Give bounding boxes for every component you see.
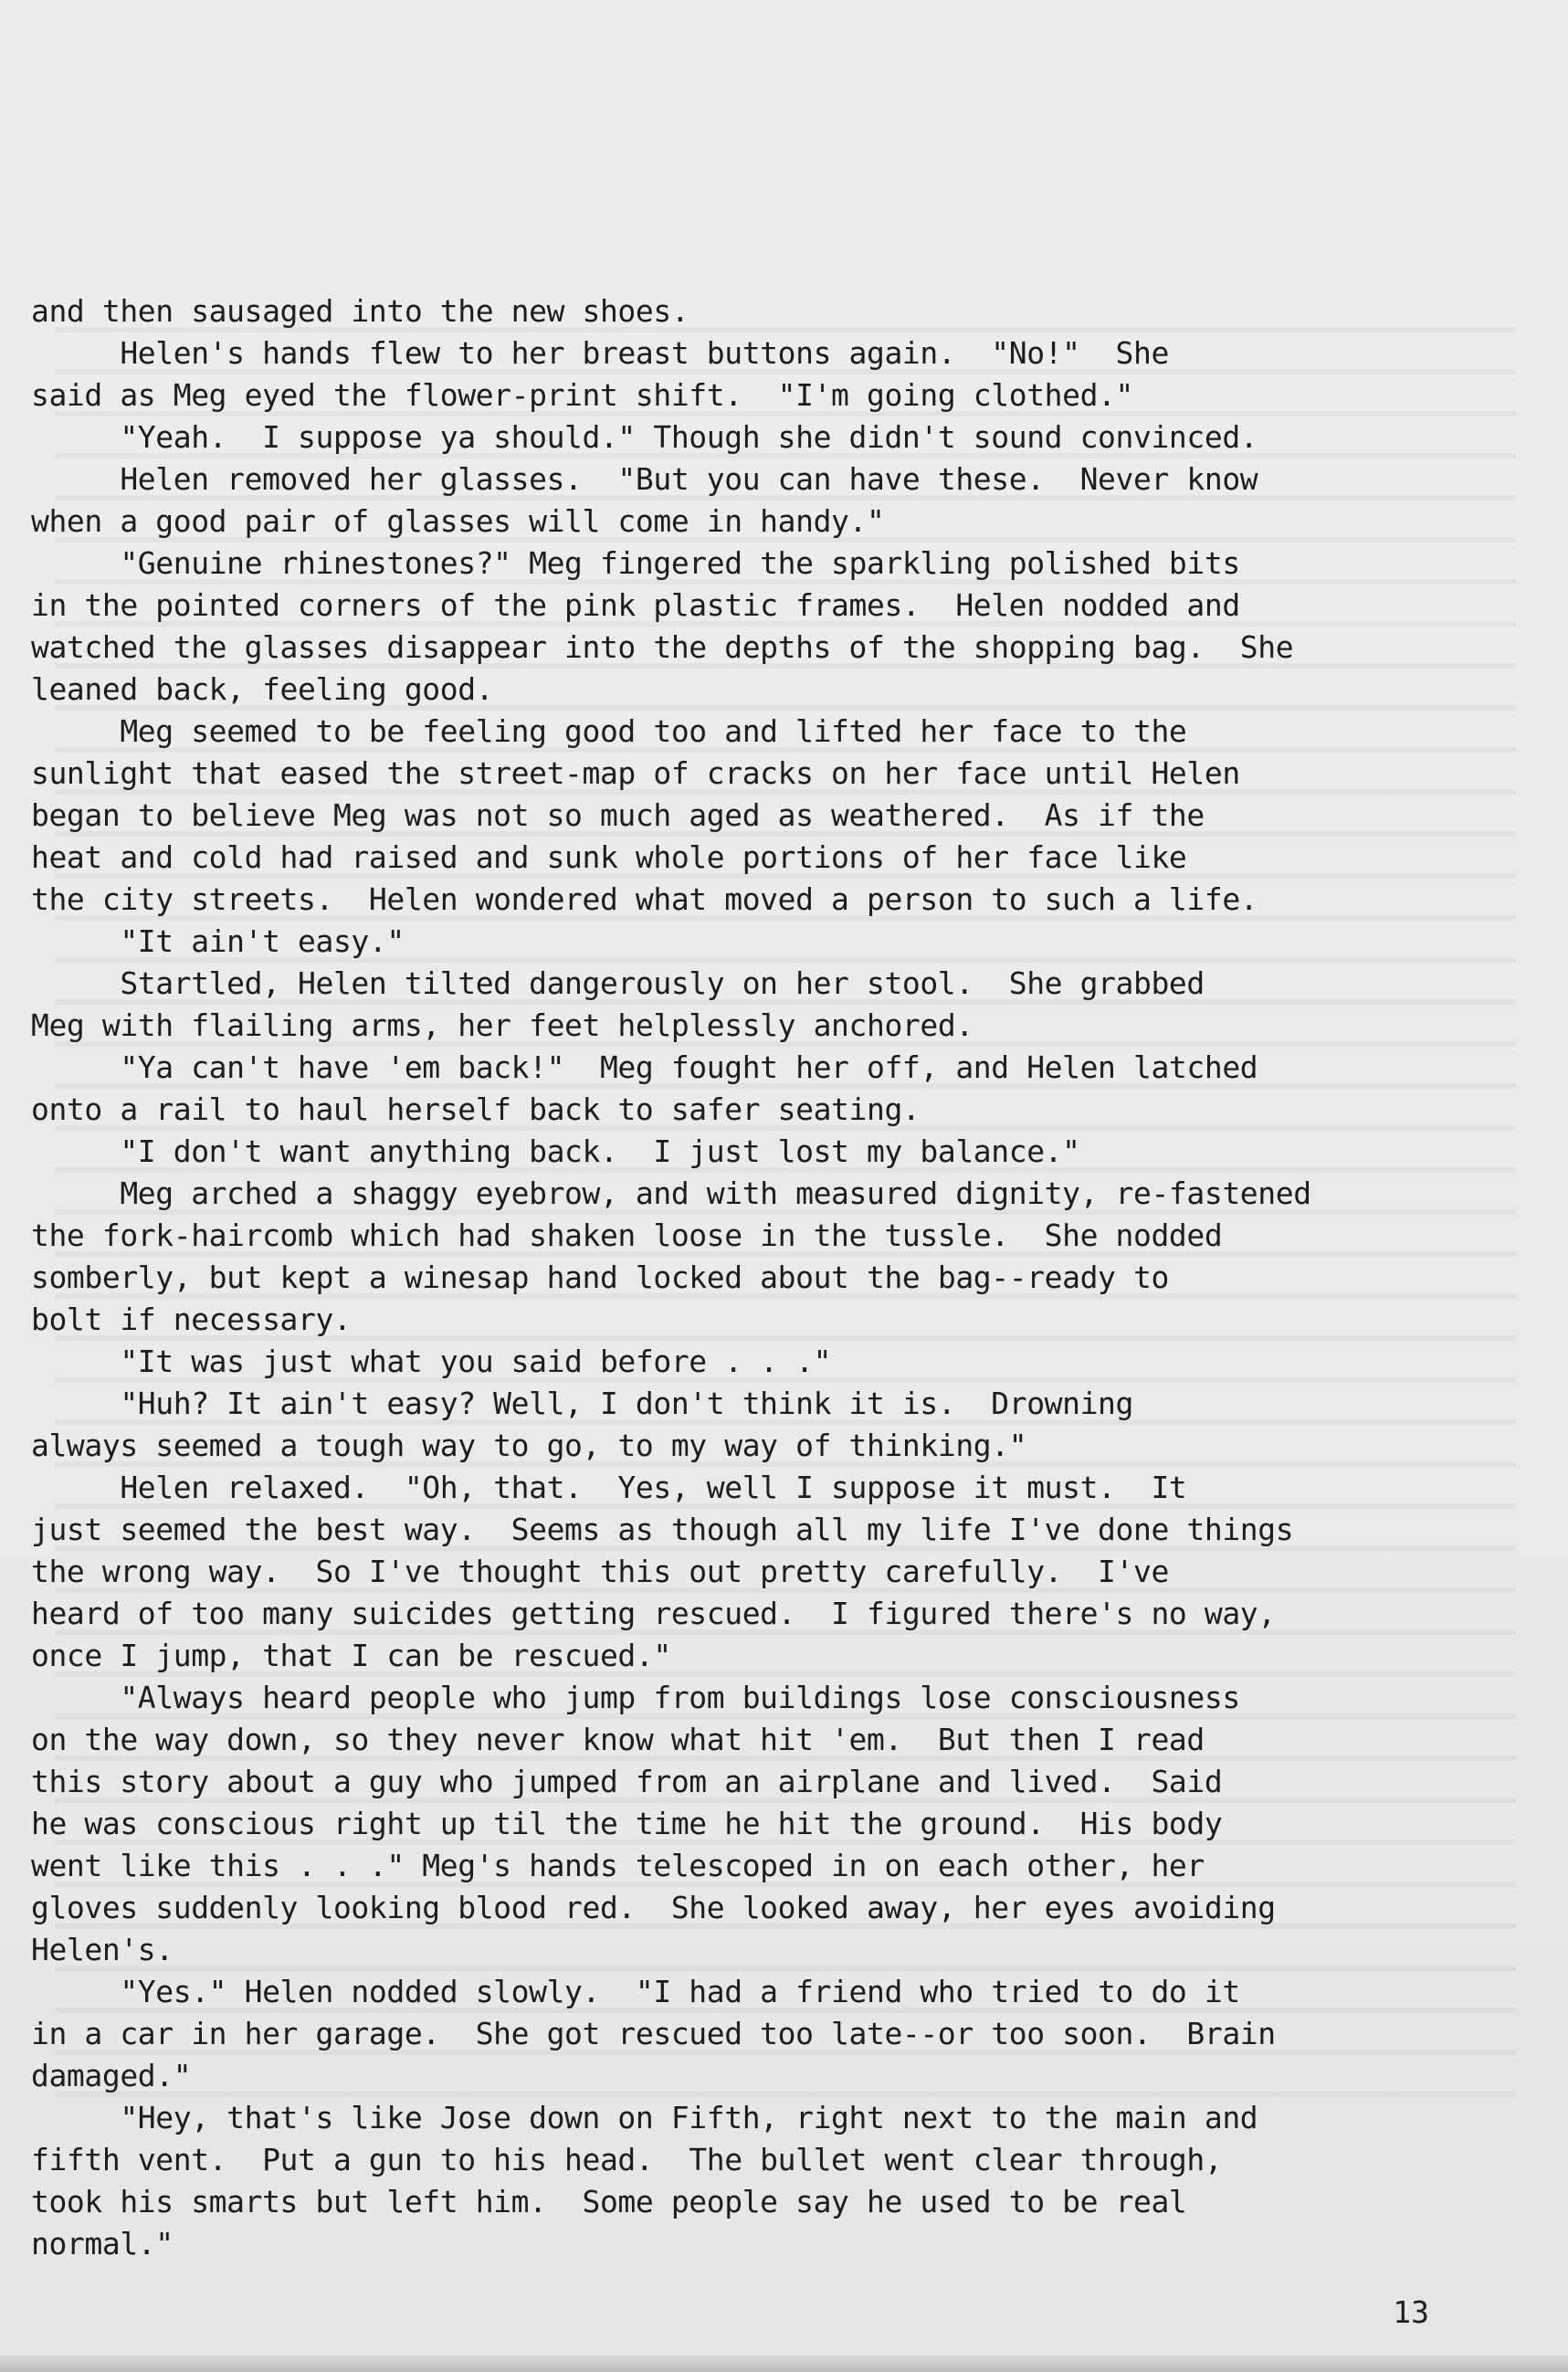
text-line: somberly, but kept a winesap hand locked about the bag--ready to [31, 1260, 1169, 1295]
page-number: 13 [1393, 2294, 1429, 2330]
text-line: heard of too many suicides getting rescued. I figured there's no way, [31, 1596, 1276, 1631]
text-line: "I don't want anything back. I just lost my balance." [31, 1133, 1080, 1169]
text-line: "Hey, that's like Jose down on Fifth, right next to the main and [31, 2100, 1258, 2135]
text-line: Helen removed her glasses. "But you can have these. Never know [31, 461, 1258, 497]
text-line: onto a rail to haul herself back to safer seating. [31, 1091, 921, 1127]
text-line: the city streets. Helen wondered what moved a person to such a life. [31, 881, 1258, 917]
text-line: the fork-haircomb which had shaken loose in the tussle. She nodded [31, 1218, 1223, 1253]
text-line: Helen's hands flew to her breast buttons again. "No!" She [31, 335, 1169, 371]
text-line: once I jump, that I can be rescued." [31, 1638, 671, 1673]
text-line: leaned back, feeling good. [31, 671, 494, 707]
text-line: said as Meg eyed the flower-print shift. "I'm going clothed." [31, 377, 1133, 413]
text-line: this story about a guy who jumped from an airplane and lived. Said [31, 1764, 1223, 1799]
text-line: and then sausaged into the new shoes. [31, 293, 689, 329]
text-line: Meg seemed to be feeling good too and lifted her face to the [31, 713, 1187, 749]
text-line: "Always heard people who jump from buildings lose consciousness [31, 1680, 1240, 1715]
text-line: began to believe Meg was not so much aged as weathered. As if the [31, 797, 1205, 833]
text-line: he was conscious right up til the time he hit the ground. His body [31, 1806, 1223, 1841]
text-line: "Yeah. I suppose ya should." Though she didn't sound convinced. [31, 419, 1258, 455]
text-line: normal." [31, 2226, 174, 2261]
text-line: Helen's. [31, 1932, 174, 1967]
text-line: bolt if necessary. [31, 1302, 352, 1337]
text-line: went like this . . ." Meg's hands telescoped in on each other, her [31, 1848, 1205, 1883]
text-line: always seemed a tough way to go, to my way of thinking." [31, 1428, 1027, 1463]
text-line: in a car in her garage. She got rescued too late--or too soon. Brain [31, 2016, 1276, 2051]
text-line: heat and cold had raised and sunk whole portions of her face like [31, 839, 1187, 875]
text-line: when a good pair of glasses will come in handy." [31, 503, 885, 539]
text-line: fifth vent. Put a gun to his head. The bullet went clear through, [31, 2142, 1223, 2177]
text-line: "Yes." Helen nodded slowly. "I had a friend who tried to do it [31, 1974, 1240, 2009]
text-line: the wrong way. So I've thought this out pretty carefully. I've [31, 1554, 1169, 1589]
text-line: "Genuine rhinestones?" Meg fingered the sparkling polished bits [31, 545, 1240, 581]
text-line: Meg arched a shaggy eyebrow, and with measured dignity, re-fastened [31, 1175, 1311, 1211]
text-line: watched the glasses disappear into the depths of the shopping bag. She [31, 629, 1294, 665]
text-line: "Ya can't have 'em back!" Meg fought her off, and Helen latched [31, 1049, 1258, 1085]
text-line: damaged." [31, 2058, 192, 2093]
text-line: on the way down, so they never know what hit 'em. But then I read [31, 1722, 1205, 1757]
text-line: "Huh? It ain't easy? Well, I don't think it is. Drowning [31, 1386, 1133, 1421]
text-line: took his smarts but left him. Some people say he used to be real [31, 2184, 1187, 2219]
text-line: Meg with flailing arms, her feet helplessly anchored. [31, 1007, 973, 1043]
body-text [31, 290, 1529, 2265]
text-line: Helen relaxed. "Oh, that. Yes, well I suppose it must. It [31, 1470, 1187, 1505]
text-line: in the pointed corners of the pink plastic frames. Helen nodded and [31, 587, 1240, 623]
text-line: "It ain't easy." [31, 923, 405, 959]
text-line: gloves suddenly looking blood red. She looked away, her eyes avoiding [31, 1890, 1276, 1925]
page-bottom-edge [0, 2356, 1568, 2372]
text-line: just seemed the best way. Seems as though all my life I've done things [31, 1512, 1294, 1547]
text-line: Startled, Helen tilted dangerously on her stool. She grabbed [31, 965, 1205, 1001]
text-line: sunlight that eased the street-map of cracks on her face until Helen [31, 755, 1240, 791]
text-line: "It was just what you said before . . ." [31, 1344, 832, 1379]
